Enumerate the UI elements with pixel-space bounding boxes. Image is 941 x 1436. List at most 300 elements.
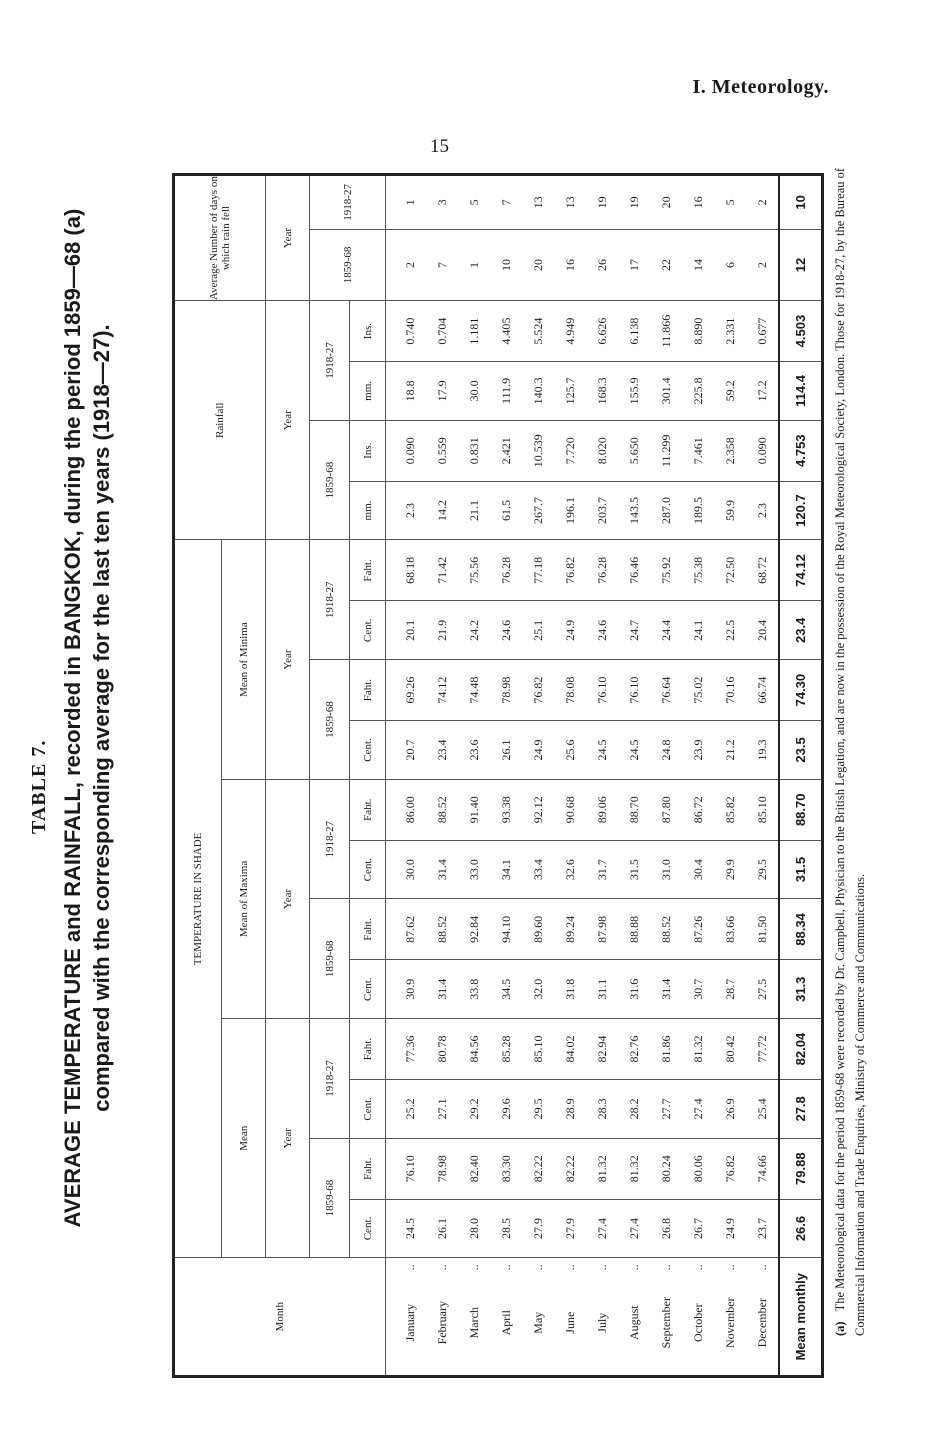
value-cell: 24.9 <box>714 1199 746 1258</box>
value-cell: 93.38 <box>490 779 522 840</box>
value-cell: 80.06 <box>682 1138 714 1199</box>
value-cell: 23.6 <box>459 721 491 780</box>
value-cell: 2.3 <box>746 481 779 540</box>
value-cell: 79.88 <box>779 1138 822 1199</box>
value-cell: 2 <box>746 175 779 230</box>
value-cell: 31.0 <box>650 840 682 899</box>
value-cell: 28.2 <box>618 1079 650 1138</box>
unit-header: Faht. <box>350 1019 386 1080</box>
value-cell: 74.30 <box>779 660 822 721</box>
value-cell: 88.70 <box>779 779 822 840</box>
value-cell: 21.2 <box>714 721 746 780</box>
value-cell: 89.60 <box>522 899 554 960</box>
footnote-text: The Meteorological data for the period 1859-68 were recorded by Dr. Campbell, Physician to the British Legation, and are now in the possession of the Royal Meteorological Society, London. Those for 1918-27, by the Bureau of Commercial Information and Trade Enquiries, Ministry of Commerce and Communications. <box>833 167 867 1336</box>
value-cell: 20.1 <box>386 601 427 660</box>
period-header: 1918-27 <box>310 540 350 660</box>
value-cell: 168.3 <box>586 362 618 421</box>
value-cell: 30.0 <box>459 362 491 421</box>
leader-dots: .. <box>690 1264 705 1271</box>
value-cell: 69.26 <box>386 660 427 721</box>
value-cell: 82.22 <box>554 1138 586 1199</box>
value-cell: 31.6 <box>618 960 650 1019</box>
value-cell: 5 <box>459 175 491 230</box>
value-cell: 5.650 <box>618 420 650 481</box>
value-cell: 29.5 <box>522 1079 554 1138</box>
value-cell: 75.92 <box>650 540 682 601</box>
value-cell: 34.1 <box>490 840 522 899</box>
value-cell: 77.72 <box>746 1019 779 1080</box>
table-row <box>618 175 650 1377</box>
year-header: Year <box>266 175 310 301</box>
table-row <box>427 175 459 1377</box>
value-cell: 18.8 <box>386 362 427 421</box>
value-cell: 0.090 <box>746 420 779 481</box>
table-row <box>490 175 522 1377</box>
value-cell: 27.4 <box>682 1079 714 1138</box>
table-body <box>386 175 823 1377</box>
table-title <box>58 110 116 1326</box>
value-cell: 81.50 <box>746 899 779 960</box>
value-cell: 24.5 <box>618 721 650 780</box>
value-cell: 81.32 <box>586 1138 618 1199</box>
value-cell: 114.4 <box>779 362 822 421</box>
value-cell: 89.24 <box>554 899 586 960</box>
value-cell: 10 <box>779 175 822 230</box>
month-cell <box>586 1258 618 1377</box>
value-cell: 75.38 <box>682 540 714 601</box>
value-cell: 5 <box>714 175 746 230</box>
value-cell: 78.08 <box>554 660 586 721</box>
month-cell <box>682 1258 714 1377</box>
value-cell: 0.740 <box>386 301 427 362</box>
value-cell: 76.82 <box>554 540 586 601</box>
value-cell: 25.4 <box>746 1079 779 1138</box>
value-cell: 143.5 <box>618 481 650 540</box>
value-cell: 68.18 <box>386 540 427 601</box>
value-cell: 27.5 <box>746 960 779 1019</box>
value-cell: 74.66 <box>746 1138 779 1199</box>
value-cell: 89.06 <box>586 779 618 840</box>
period-header: 1859-68 <box>310 420 350 540</box>
value-cell: 71.42 <box>427 540 459 601</box>
value-cell: 76.10 <box>586 660 618 721</box>
value-cell: 25.6 <box>554 721 586 780</box>
value-cell: 27.4 <box>586 1199 618 1258</box>
value-cell: 75.56 <box>459 540 491 601</box>
value-cell: 68.72 <box>746 540 779 601</box>
month-cell <box>650 1258 682 1377</box>
value-cell: 8.020 <box>586 420 618 481</box>
value-cell: 189.5 <box>682 481 714 540</box>
period-header: 1918-27 <box>310 1019 350 1139</box>
value-cell: 82.40 <box>459 1138 491 1199</box>
table-row <box>522 175 554 1377</box>
value-cell: 0.559 <box>427 420 459 481</box>
value-cell: 74.12 <box>779 540 822 601</box>
value-cell: 24.9 <box>522 721 554 780</box>
month-label: October <box>690 1303 705 1343</box>
value-cell: 7 <box>490 175 522 230</box>
period-header: 1918-27 <box>310 779 350 899</box>
value-cell: 31.8 <box>554 960 586 1019</box>
leader-dots: .. <box>530 1264 545 1271</box>
month-cell <box>779 1258 822 1377</box>
value-cell: 24.5 <box>586 721 618 780</box>
value-cell: 85.10 <box>522 1019 554 1080</box>
value-cell: 26.1 <box>490 721 522 780</box>
value-cell: 0.704 <box>427 301 459 362</box>
value-cell: 29.5 <box>746 840 779 899</box>
value-cell: 80.42 <box>714 1019 746 1080</box>
month-cell <box>714 1258 746 1377</box>
unit-header: Cent. <box>350 1199 386 1258</box>
value-cell: 17.9 <box>427 362 459 421</box>
unit-header: Cent. <box>350 960 386 1019</box>
value-cell: 140.3 <box>522 362 554 421</box>
period-header: 1859-68 <box>310 660 350 780</box>
value-cell: 76.10 <box>618 660 650 721</box>
value-cell: 31.5 <box>779 840 822 899</box>
table-row <box>650 175 682 1377</box>
month-label: Mean monthly <box>793 1273 809 1361</box>
value-cell: 2 <box>746 229 779 300</box>
year-header: Year <box>266 301 310 540</box>
section-heading: I. Meteorology. <box>692 76 829 98</box>
value-cell: 76.64 <box>650 660 682 721</box>
value-cell: 301.4 <box>650 362 682 421</box>
value-cell: 2.331 <box>714 301 746 362</box>
value-cell: 225.8 <box>682 362 714 421</box>
value-cell: 14.2 <box>427 481 459 540</box>
value-cell: 5.524 <box>522 301 554 362</box>
value-cell: 4.949 <box>554 301 586 362</box>
weather-table <box>172 173 824 1378</box>
value-cell: 28.0 <box>459 1199 491 1258</box>
month-label: March <box>466 1307 481 1339</box>
table-row <box>386 175 427 1377</box>
value-cell: 76.82 <box>714 1138 746 1199</box>
value-cell: 26.7 <box>682 1199 714 1258</box>
value-cell: 1 <box>459 229 491 300</box>
value-cell: 28.7 <box>714 960 746 1019</box>
value-cell: 13 <box>554 175 586 230</box>
unit-header: mm. <box>350 362 386 421</box>
value-cell: 94.10 <box>490 899 522 960</box>
leader-dots: .. <box>402 1264 417 1271</box>
month-label: May <box>530 1311 545 1334</box>
value-cell: 83.66 <box>714 899 746 960</box>
value-cell: 2.358 <box>714 420 746 481</box>
value-cell: 31.3 <box>779 960 822 1019</box>
value-cell: 70.16 <box>714 660 746 721</box>
month-label: November <box>722 1297 737 1349</box>
value-cell: 28.9 <box>554 1079 586 1138</box>
footnote <box>830 136 870 1336</box>
value-cell: 20.4 <box>746 601 779 660</box>
value-cell: 87.80 <box>650 779 682 840</box>
value-cell: 72.50 <box>714 540 746 601</box>
mean-header: Mean <box>222 1019 266 1258</box>
unit-header: Faht. <box>350 1138 386 1199</box>
value-cell: 32.6 <box>554 840 586 899</box>
value-cell: 32.0 <box>522 960 554 1019</box>
table-row <box>554 175 586 1377</box>
value-cell: 22.5 <box>714 601 746 660</box>
value-cell: 31.4 <box>650 960 682 1019</box>
value-cell: 21.1 <box>459 481 491 540</box>
value-cell: 31.5 <box>618 840 650 899</box>
value-cell: 28.5 <box>490 1199 522 1258</box>
table-label: TABLE 7. <box>28 739 50 834</box>
value-cell: 77.36 <box>386 1019 427 1080</box>
value-cell: 80.78 <box>427 1019 459 1080</box>
value-cell: 26.9 <box>714 1079 746 1138</box>
value-cell: 82.94 <box>586 1019 618 1080</box>
value-cell: 120.7 <box>779 481 822 540</box>
leader-dots: .. <box>498 1264 513 1271</box>
value-cell: 2.421 <box>490 420 522 481</box>
value-cell: 76.28 <box>586 540 618 601</box>
leader-dots: .. <box>658 1264 673 1271</box>
value-cell: 20.7 <box>386 721 427 780</box>
month-header: Month <box>174 1258 386 1377</box>
value-cell: 24.6 <box>586 601 618 660</box>
value-cell: 24.7 <box>618 601 650 660</box>
value-cell: 88.88 <box>618 899 650 960</box>
value-cell: 4.405 <box>490 301 522 362</box>
value-cell: 92.12 <box>522 779 554 840</box>
value-cell: 16 <box>682 175 714 230</box>
value-cell: 27.1 <box>427 1079 459 1138</box>
value-cell: 29.9 <box>714 840 746 899</box>
year-header: Year <box>266 540 310 779</box>
month-cell <box>554 1258 586 1377</box>
table-row <box>459 175 491 1377</box>
rainfall-header: Rainfall <box>174 301 266 540</box>
table-row <box>746 175 779 1377</box>
value-cell: 24.1 <box>682 601 714 660</box>
value-cell: 1.181 <box>459 301 491 362</box>
value-cell: 84.56 <box>459 1019 491 1080</box>
leader-dots: .. <box>466 1264 481 1271</box>
value-cell: 25.2 <box>386 1079 427 1138</box>
value-cell: 10.539 <box>522 420 554 481</box>
table-row <box>586 175 618 1377</box>
month-cell <box>746 1258 779 1377</box>
period-header: 1859-68 <box>310 899 350 1019</box>
value-cell: 23.5 <box>779 721 822 780</box>
value-cell: 1 <box>386 175 427 230</box>
value-cell: 74.48 <box>459 660 491 721</box>
unit-header: Ins. <box>350 301 386 362</box>
month-cell <box>427 1258 459 1377</box>
month-cell <box>459 1258 491 1377</box>
value-cell: 83.30 <box>490 1138 522 1199</box>
value-cell: 14 <box>682 229 714 300</box>
value-cell: 90.68 <box>554 779 586 840</box>
leader-dots: .. <box>626 1264 641 1271</box>
value-cell: 24.5 <box>386 1199 427 1258</box>
table-row <box>682 175 714 1377</box>
value-cell: 76.10 <box>386 1138 427 1199</box>
unit-header: Cent. <box>350 1079 386 1138</box>
value-cell: 12 <box>779 229 822 300</box>
month-label: February <box>435 1301 450 1345</box>
value-cell: 30.4 <box>682 840 714 899</box>
value-cell: 80.24 <box>650 1138 682 1199</box>
value-cell: 84.02 <box>554 1019 586 1080</box>
value-cell: 82.04 <box>779 1019 822 1080</box>
value-cell: 7.461 <box>682 420 714 481</box>
value-cell: 24.9 <box>554 601 586 660</box>
value-cell: 24.4 <box>650 601 682 660</box>
value-cell: 267.7 <box>522 481 554 540</box>
value-cell: 19 <box>586 175 618 230</box>
value-cell: 30.0 <box>386 840 427 899</box>
value-cell: 27.9 <box>522 1199 554 1258</box>
month-cell <box>522 1258 554 1377</box>
value-cell: 88.52 <box>650 899 682 960</box>
value-cell: 287.0 <box>650 481 682 540</box>
value-cell: 30.7 <box>682 960 714 1019</box>
month-label: December <box>754 1298 769 1348</box>
value-cell: 8.890 <box>682 301 714 362</box>
value-cell: 19 <box>618 175 650 230</box>
table-row <box>714 175 746 1377</box>
value-cell: 3 <box>427 175 459 230</box>
value-cell: 85.28 <box>490 1019 522 1080</box>
value-cell: 30.9 <box>386 960 427 1019</box>
value-cell: 17.2 <box>746 362 779 421</box>
leader-dots: .. <box>754 1264 769 1271</box>
value-cell: 31.1 <box>586 960 618 1019</box>
value-cell: 24.6 <box>490 601 522 660</box>
unit-header: Cent. <box>350 840 386 899</box>
value-cell: 33.8 <box>459 960 491 1019</box>
value-cell: 28.3 <box>586 1079 618 1138</box>
value-cell: 59.9 <box>714 481 746 540</box>
value-cell: 88.52 <box>427 899 459 960</box>
value-cell: 26.8 <box>650 1199 682 1258</box>
value-cell: 7.720 <box>554 420 586 481</box>
value-cell: 16 <box>554 229 586 300</box>
leader-dots: .. <box>722 1264 737 1271</box>
value-cell: 77.18 <box>522 540 554 601</box>
value-cell: 91.40 <box>459 779 491 840</box>
value-cell: 82.22 <box>522 1138 554 1199</box>
value-cell: 82.76 <box>618 1019 650 1080</box>
value-cell: 75.02 <box>682 660 714 721</box>
value-cell: 17 <box>618 229 650 300</box>
value-cell: 61.5 <box>490 481 522 540</box>
value-cell: 26.1 <box>427 1199 459 1258</box>
month-label: September <box>658 1297 673 1349</box>
month-cell <box>490 1258 522 1377</box>
leader-dots: .. <box>562 1264 577 1271</box>
value-cell: 196.1 <box>554 481 586 540</box>
title-line-2: compared with the corresponding average for the last ten years (1918—27). <box>89 324 114 1112</box>
value-cell: 23.4 <box>779 601 822 660</box>
value-cell: 31.7 <box>586 840 618 899</box>
leader-dots: .. <box>594 1264 609 1271</box>
value-cell: 4.753 <box>779 420 822 481</box>
unit-header: Cent. <box>350 601 386 660</box>
value-cell: 23.9 <box>682 721 714 780</box>
value-cell: 27.7 <box>650 1079 682 1138</box>
page-number: 15 <box>430 136 449 157</box>
period-header: 1859-68 <box>310 229 386 300</box>
value-cell: 74.12 <box>427 660 459 721</box>
value-cell: 81.86 <box>650 1019 682 1080</box>
value-cell: 86.72 <box>682 779 714 840</box>
value-cell: 29.6 <box>490 1079 522 1138</box>
value-cell: 86.00 <box>386 779 427 840</box>
value-cell: 88.34 <box>779 899 822 960</box>
value-cell: 85.10 <box>746 779 779 840</box>
mean-minima-header: Mean of Minima <box>222 540 266 779</box>
unit-header: Ins. <box>350 420 386 481</box>
year-header: Year <box>266 1019 310 1258</box>
value-cell: 2.3 <box>386 481 427 540</box>
value-cell: 6 <box>714 229 746 300</box>
value-cell: 4.503 <box>779 301 822 362</box>
value-cell: 24.2 <box>459 601 491 660</box>
period-header: 1859-68 <box>310 1138 350 1258</box>
value-cell: 76.82 <box>522 660 554 721</box>
value-cell: 10 <box>490 229 522 300</box>
value-cell: 26.6 <box>779 1199 822 1258</box>
value-cell: 31.4 <box>427 960 459 1019</box>
value-cell: 22 <box>650 229 682 300</box>
unit-header: Faht. <box>350 779 386 840</box>
mean-row <box>779 175 822 1377</box>
value-cell: 6.138 <box>618 301 650 362</box>
value-cell: 27.8 <box>779 1079 822 1138</box>
value-cell: 0.090 <box>386 420 427 481</box>
value-cell: 6.626 <box>586 301 618 362</box>
unit-header: mm. <box>350 481 386 540</box>
avg-days-header: Average Number of days on which rain fell <box>174 175 266 301</box>
value-cell: 7 <box>427 229 459 300</box>
mean-maxima-header: Mean of Maxima <box>222 779 266 1018</box>
value-cell: 87.62 <box>386 899 427 960</box>
title-line-1: AVERAGE TEMPERATURE and RAINFALL, recorded in BANGKOK, during the period 1859—68 (a) <box>60 208 85 1228</box>
value-cell: 33.0 <box>459 840 491 899</box>
value-cell: 19.3 <box>746 721 779 780</box>
value-cell: 11.299 <box>650 420 682 481</box>
unit-header: Faht. <box>350 540 386 601</box>
value-cell: 2 <box>386 229 427 300</box>
value-cell: 76.28 <box>490 540 522 601</box>
value-cell: 125.7 <box>554 362 586 421</box>
value-cell: 0.831 <box>459 420 491 481</box>
value-cell: 13 <box>522 175 554 230</box>
value-cell: 81.32 <box>682 1019 714 1080</box>
value-cell: 33.4 <box>522 840 554 899</box>
value-cell: 59.2 <box>714 362 746 421</box>
leader-dots: .. <box>435 1264 450 1271</box>
value-cell: 155.9 <box>618 362 650 421</box>
value-cell: 34.5 <box>490 960 522 1019</box>
temp-shade-header: TEMPERATURE IN SHADE <box>174 540 222 1258</box>
value-cell: 21.9 <box>427 601 459 660</box>
value-cell: 87.26 <box>682 899 714 960</box>
value-cell: 92.84 <box>459 899 491 960</box>
value-cell: 20 <box>650 175 682 230</box>
value-cell: 88.52 <box>427 779 459 840</box>
month-cell <box>618 1258 650 1377</box>
value-cell: 66.74 <box>746 660 779 721</box>
